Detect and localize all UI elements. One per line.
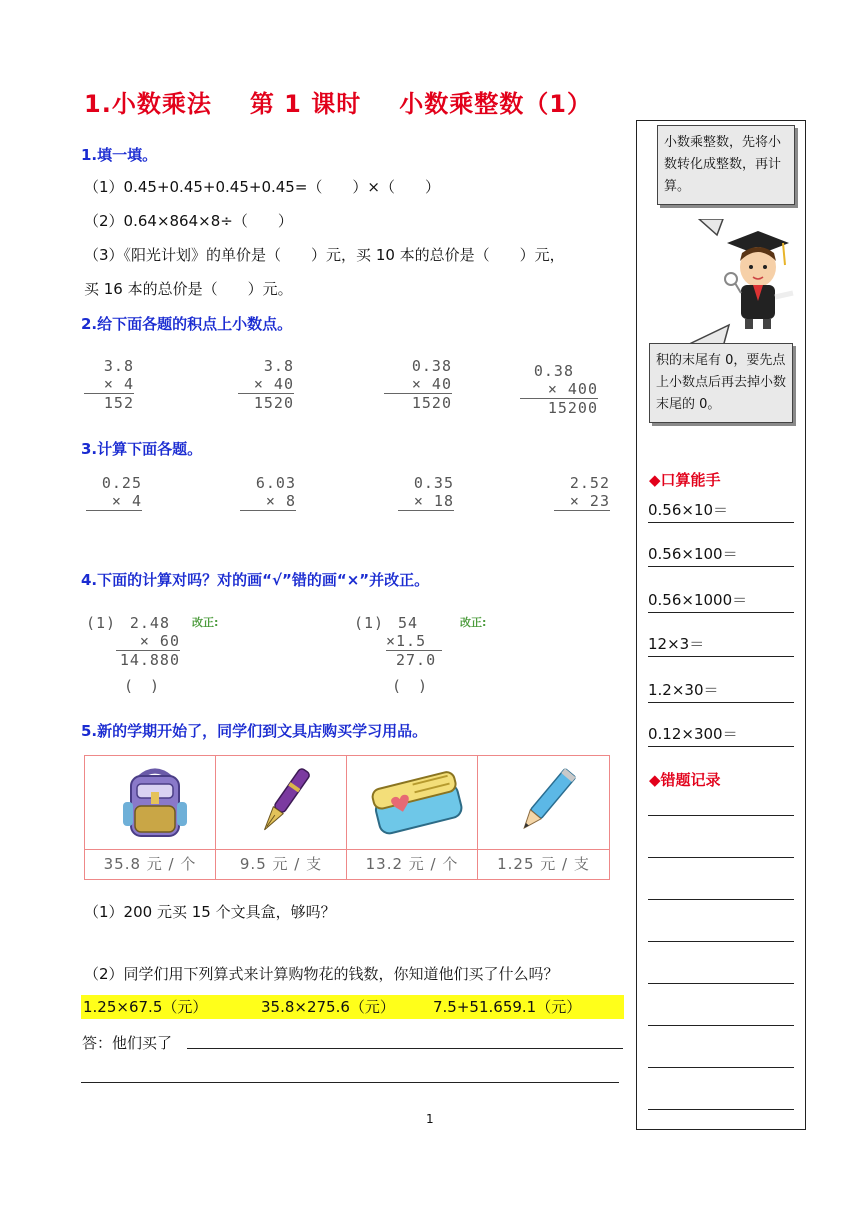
q4-item-1-judgement[interactable]: ( ) — [124, 677, 161, 695]
error-line[interactable] — [648, 1067, 794, 1068]
q4-item-1-number: (1) — [86, 614, 117, 632]
product: 1520 — [238, 393, 294, 412]
q5-sub-2: （2）同学们用下列算式来计算购物花的钱数，你知道他们买了什么吗？ — [84, 965, 559, 983]
title-unit: 1.小数乘法 — [84, 90, 212, 118]
q5-heading: 5.新的学期开始了，同学们到文具店购买学习用品。 — [81, 722, 428, 740]
price-pen: 9.5 元 / 支 — [216, 849, 346, 879]
multiplicand: 2.48 — [129, 614, 170, 632]
oral-item-6[interactable]: 0.12×300＝ — [648, 723, 794, 747]
backpack-cell — [85, 756, 216, 879]
multiplicand: 0.38 — [533, 362, 574, 380]
q3-problem-2 — [240, 474, 296, 513]
oral-item-4[interactable]: 12×3＝ — [648, 633, 794, 657]
price-pencil: 1.25 元 / 支 — [478, 849, 609, 879]
q4-item-2-number: (1) — [354, 614, 385, 632]
q3-heading: 3.计算下面各题。 — [81, 440, 203, 458]
graduate-boy-icon — [713, 221, 803, 333]
error-line[interactable] — [648, 899, 794, 900]
tip-text-bottom: 积的末尾有 0，要先点上小数点后再去掉小数末尾的 0。 — [656, 353, 787, 412]
formula-highlight — [81, 995, 624, 1019]
q4-item-2-judgement[interactable]: ( ) — [392, 677, 429, 695]
answer-line-1[interactable] — [187, 1048, 623, 1049]
error-line[interactable] — [648, 815, 794, 816]
q1-line-1: （1）0.45+0.45+0.45+0.45=（ ）×（ ） — [84, 178, 440, 196]
stationery-table — [84, 755, 610, 880]
error-record-heading: ◆错题记录 — [649, 771, 721, 789]
multiplicand: 0.38 — [411, 357, 452, 375]
backpack-icon — [115, 762, 195, 842]
page-number: 1 — [426, 1112, 434, 1126]
multiplicand: 0.25 — [101, 474, 142, 492]
tip-bubble-top — [657, 125, 795, 205]
price-backpack: 35.8 元 / 个 — [85, 849, 215, 879]
fountain-pen-icon — [244, 762, 324, 842]
formula-3: 7.5+51.659.1（元） — [433, 998, 582, 1016]
q3-problem-4 — [554, 474, 610, 513]
q1-line-4: 买 16 本的总价是（ ）元。 — [84, 280, 293, 298]
error-line[interactable] — [648, 983, 794, 984]
multiplier: × 18 — [413, 492, 454, 510]
q3-problem-1 — [86, 474, 142, 513]
multiplier: × 60 — [139, 632, 180, 650]
multiplicand: 3.8 — [103, 357, 134, 375]
page-title — [84, 84, 592, 119]
pencil-box-icon — [367, 762, 467, 842]
multiplier: × 40 — [411, 375, 452, 393]
product: 15200 — [520, 398, 598, 417]
answer-line-2[interactable] — [81, 1082, 619, 1083]
tip-text-top: 小数乘整数，先将小数转化成整数，再计算。 — [664, 135, 782, 194]
q2-problem-3 — [384, 357, 452, 412]
q4-problem-2 — [386, 614, 442, 669]
product: 27.0 — [386, 650, 442, 669]
oral-item-5[interactable]: 1.2×30＝ — [648, 679, 794, 703]
oral-item-2[interactable]: 0.56×100＝ — [648, 543, 794, 567]
q4-item-1-correction-label: 改正: — [192, 616, 219, 629]
product: 14.880 — [116, 650, 180, 669]
answer-label: 答：他们买了 — [82, 1034, 173, 1052]
error-line[interactable] — [648, 857, 794, 858]
q2-problem-4 — [520, 362, 598, 417]
q4-item-2-correction-label: 改正: — [460, 616, 487, 629]
q4-problem-1 — [116, 614, 180, 669]
tip-bubble-bottom — [649, 343, 793, 423]
multiplier: × 400 — [547, 380, 598, 398]
multiplicand: 0.35 — [413, 474, 454, 492]
sidebar — [636, 120, 806, 1130]
pencil-icon — [506, 762, 586, 842]
multiplier: ×1.5 — [386, 632, 427, 650]
pencil-cell — [478, 756, 609, 879]
underline — [86, 510, 142, 513]
underline — [554, 510, 610, 513]
underline — [240, 510, 296, 513]
q1-heading: 1.填一填。 — [81, 146, 158, 164]
q2-heading: 2.给下面各题的积点上小数点。 — [81, 315, 293, 333]
multiplicand: 2.52 — [569, 474, 610, 492]
multiplier: × 23 — [569, 492, 610, 510]
error-line[interactable] — [648, 1025, 794, 1026]
oral-heading: ◆口算能手 — [649, 471, 721, 489]
q2-problem-2 — [238, 357, 294, 412]
formula-1: 1.25×67.5（元） — [83, 998, 208, 1016]
q1-line-2: （2）0.64×864×8÷（ ） — [84, 212, 293, 230]
q4-heading: 4.下面的计算对吗？对的画“√”错的画“×”并改正。 — [81, 571, 430, 589]
q1-line-3: （3）《阳光计划》的单价是（ ）元，买 10 本的总价是（ ）元， — [84, 246, 565, 264]
error-line[interactable] — [648, 1109, 794, 1110]
multiplicand: 6.03 — [255, 474, 296, 492]
multiplicand: 3.8 — [263, 357, 294, 375]
q2-problem-1 — [84, 357, 134, 412]
multiplier: × 8 — [265, 492, 296, 510]
formula-2: 35.8×275.6（元） — [261, 998, 395, 1016]
multiplier: × 4 — [111, 492, 142, 510]
multiplier: × 4 — [103, 375, 134, 393]
product: 152 — [84, 393, 134, 412]
product: 1520 — [384, 393, 452, 412]
pencil-box-cell — [347, 756, 478, 879]
error-line[interactable] — [648, 941, 794, 942]
pen-cell — [216, 756, 347, 879]
q5-sub-1: （1）200 元买 15 个文具盒，够吗？ — [84, 903, 336, 921]
oral-item-1[interactable]: 0.56×10＝ — [648, 499, 794, 523]
multiplicand: 54 — [398, 614, 419, 632]
oral-item-3[interactable]: 0.56×1000＝ — [648, 589, 794, 613]
title-lesson: 第 1 课时 — [249, 90, 362, 118]
title-topic: 小数乘整数（1） — [399, 90, 592, 118]
q3-problem-3 — [398, 474, 454, 513]
multiplier: × 40 — [253, 375, 294, 393]
underline — [398, 510, 454, 513]
price-pencil-box: 13.2 元 / 个 — [347, 849, 477, 879]
